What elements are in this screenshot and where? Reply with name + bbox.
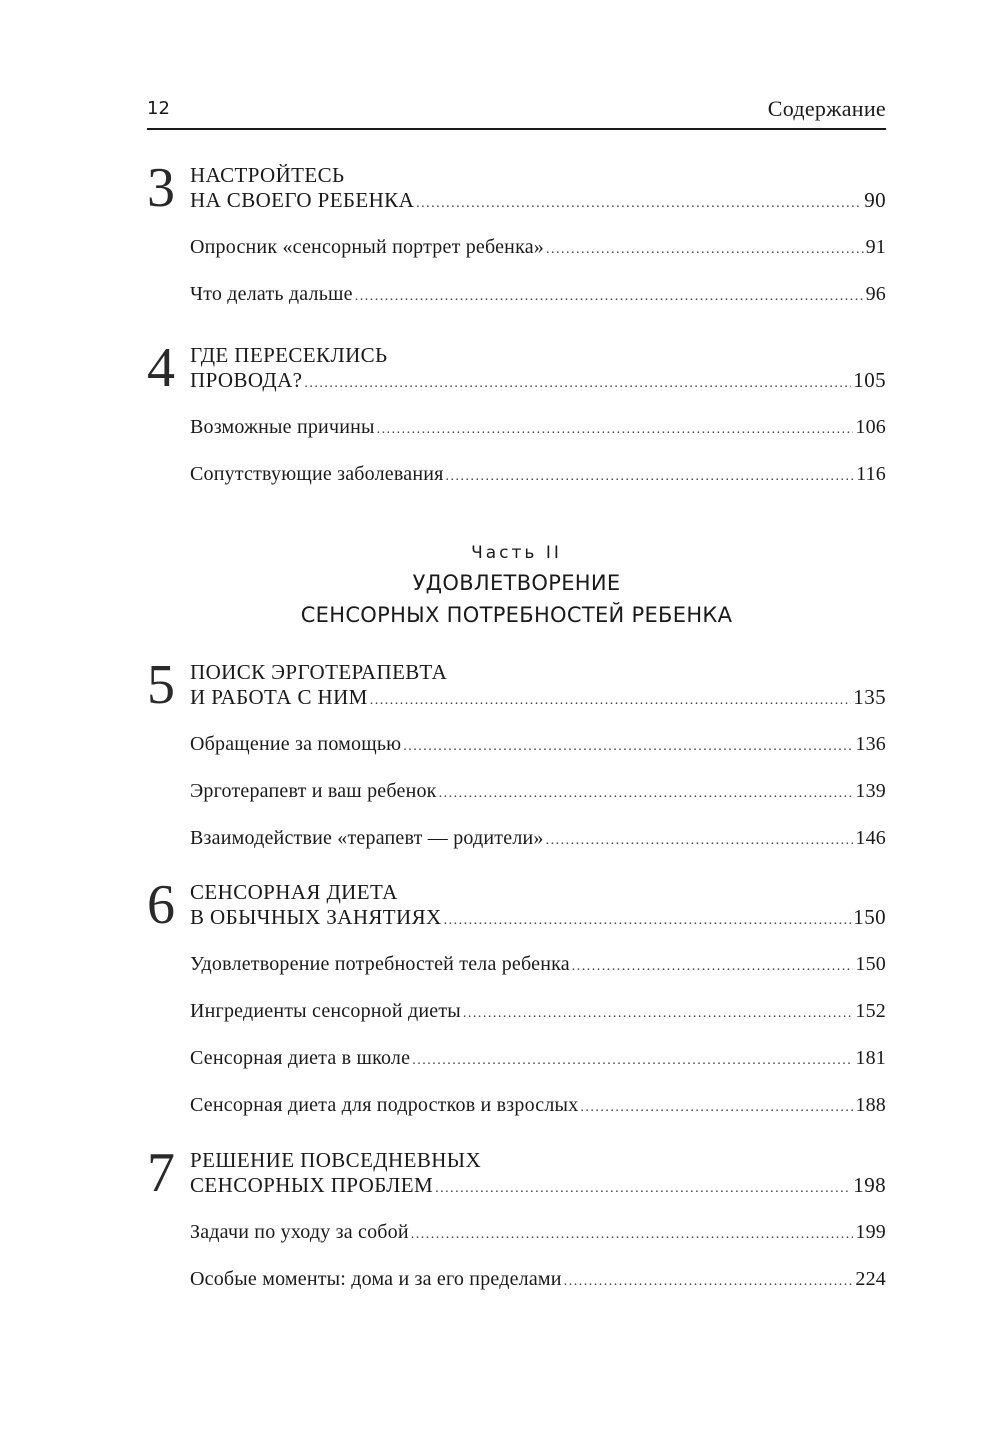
chapter-page: 150 bbox=[853, 905, 886, 929]
leader-dots bbox=[412, 1048, 853, 1073]
chapter-title[interactable] bbox=[190, 343, 886, 393]
toc-entry[interactable] bbox=[190, 415, 886, 440]
entry-page: 139 bbox=[855, 780, 886, 802]
leader-dots bbox=[403, 734, 853, 759]
leader-dots bbox=[580, 1095, 853, 1120]
leader-dots bbox=[304, 371, 851, 396]
part-title-line1: УДОВЛЕТВОРЕНИЕ bbox=[412, 571, 621, 595]
entry-label: Особые моменты: дома и за его пределами bbox=[190, 1268, 562, 1290]
entry-page: 150 bbox=[855, 953, 886, 975]
entry-label: Сопутствующие заболевания bbox=[190, 463, 444, 485]
chapter-number: 6 bbox=[147, 874, 175, 936]
entry-page: 152 bbox=[855, 1000, 886, 1022]
entry-page: 181 bbox=[855, 1047, 886, 1069]
toc-entry[interactable] bbox=[190, 1220, 886, 1245]
running-title: Содержание bbox=[767, 96, 886, 121]
chapter-title-line1: ПОИСК ЭРГОТЕРАПЕВТА bbox=[190, 660, 448, 684]
chapter-page: 105 bbox=[853, 368, 886, 392]
part-label: Часть II bbox=[471, 543, 562, 563]
leader-dots bbox=[546, 828, 854, 853]
toc-entry[interactable] bbox=[190, 826, 886, 851]
leader-dots bbox=[377, 417, 854, 442]
entry-label: Удовлетворение потребностей тела ребенка bbox=[190, 953, 570, 975]
leader-dots bbox=[446, 464, 855, 489]
entry-label: Задачи по уходу за собой bbox=[190, 1221, 409, 1243]
leader-dots bbox=[416, 191, 862, 216]
toc-entry[interactable] bbox=[190, 779, 886, 804]
leader-dots bbox=[435, 1176, 851, 1201]
chapter-number: 4 bbox=[147, 337, 175, 399]
toc-entry[interactable] bbox=[190, 732, 886, 757]
leader-dots bbox=[355, 284, 864, 309]
chapter-title[interactable] bbox=[190, 880, 886, 930]
chapter-title-line1: СЕНСОРНАЯ ДИЕТА bbox=[190, 880, 398, 904]
toc-entry[interactable] bbox=[190, 952, 886, 977]
entry-page: 136 bbox=[855, 733, 886, 755]
chapter-title-line1: РЕШЕНИЕ ПОВСЕДНЕВНЫХ bbox=[190, 1148, 482, 1172]
leader-dots bbox=[546, 237, 864, 262]
chapter-title-line2: НА СВОЕГО РЕБЕНКА bbox=[190, 188, 415, 212]
chapter-title[interactable] bbox=[190, 1148, 886, 1198]
toc-entry[interactable] bbox=[190, 282, 886, 307]
leader-dots bbox=[411, 1222, 854, 1247]
chapter-page: 198 bbox=[853, 1173, 886, 1197]
chapter-title[interactable] bbox=[190, 660, 886, 710]
chapter-title[interactable] bbox=[190, 163, 886, 213]
toc-entry[interactable] bbox=[190, 1046, 886, 1071]
toc-entry[interactable] bbox=[190, 235, 886, 260]
entry-label: Обращение за помощью bbox=[190, 733, 402, 755]
entry-label: Эрготерапевт и ваш ребенок bbox=[190, 780, 437, 802]
toc-entry[interactable] bbox=[190, 1267, 886, 1292]
entry-label: Опросник «сенсорный портрет ребенка» bbox=[190, 236, 544, 258]
page-number: 12 bbox=[147, 98, 170, 119]
chapter-title-line2: В ОБЫЧНЫХ ЗАНЯТИЯХ bbox=[190, 905, 442, 929]
entry-page: 199 bbox=[855, 1221, 886, 1243]
leader-dots bbox=[370, 688, 852, 713]
chapter-page: 90 bbox=[864, 188, 886, 212]
leader-dots bbox=[444, 908, 852, 933]
entry-label: Взаимодействие «терапевт — родители» bbox=[190, 827, 544, 849]
entry-page: 106 bbox=[855, 416, 886, 438]
entry-label: Возможные причины bbox=[190, 416, 375, 438]
chapter-title-line2: ПРОВОДА? bbox=[190, 368, 303, 392]
chapter-title-line1: ГДЕ ПЕРЕСЕКЛИСЬ bbox=[190, 343, 388, 367]
chapter-page: 135 bbox=[853, 685, 886, 709]
leader-dots bbox=[572, 954, 854, 979]
entry-label: Ингредиенты сенсорной диеты bbox=[190, 1000, 461, 1022]
chapter-title-line2: И РАБОТА С НИМ bbox=[190, 685, 368, 709]
chapter-number: 3 bbox=[147, 157, 175, 219]
part-title-line2: СЕНСОРНЫХ ПОТРЕБНОСТЕЙ РЕБЕНКА bbox=[300, 603, 733, 627]
leader-dots bbox=[439, 781, 854, 806]
leader-dots bbox=[564, 1269, 854, 1294]
toc-entry[interactable] bbox=[190, 1093, 886, 1118]
entry-page: 91 bbox=[865, 236, 886, 258]
entry-page: 224 bbox=[855, 1268, 886, 1290]
leader-dots bbox=[463, 1001, 853, 1026]
entry-page: 96 bbox=[865, 283, 886, 305]
entry-label: Сенсорная диета для подростков и взрослых bbox=[190, 1094, 579, 1116]
chapter-title-line1: НАСТРОЙТЕСЬ bbox=[190, 163, 345, 187]
chapter-number: 7 bbox=[147, 1142, 175, 1204]
entry-page: 116 bbox=[856, 463, 886, 485]
running-header bbox=[147, 96, 886, 130]
entry-label: Сенсорная диета в школе bbox=[190, 1047, 411, 1069]
toc-entry[interactable] bbox=[190, 462, 886, 487]
entry-label: Что делать дальше bbox=[190, 283, 353, 305]
entry-page: 146 bbox=[855, 827, 886, 849]
chapter-title-line2: СЕНСОРНЫХ ПРОБЛЕМ bbox=[190, 1173, 434, 1197]
entry-page: 188 bbox=[855, 1094, 886, 1116]
toc-entry[interactable] bbox=[190, 999, 886, 1024]
chapter-number: 5 bbox=[147, 654, 175, 716]
